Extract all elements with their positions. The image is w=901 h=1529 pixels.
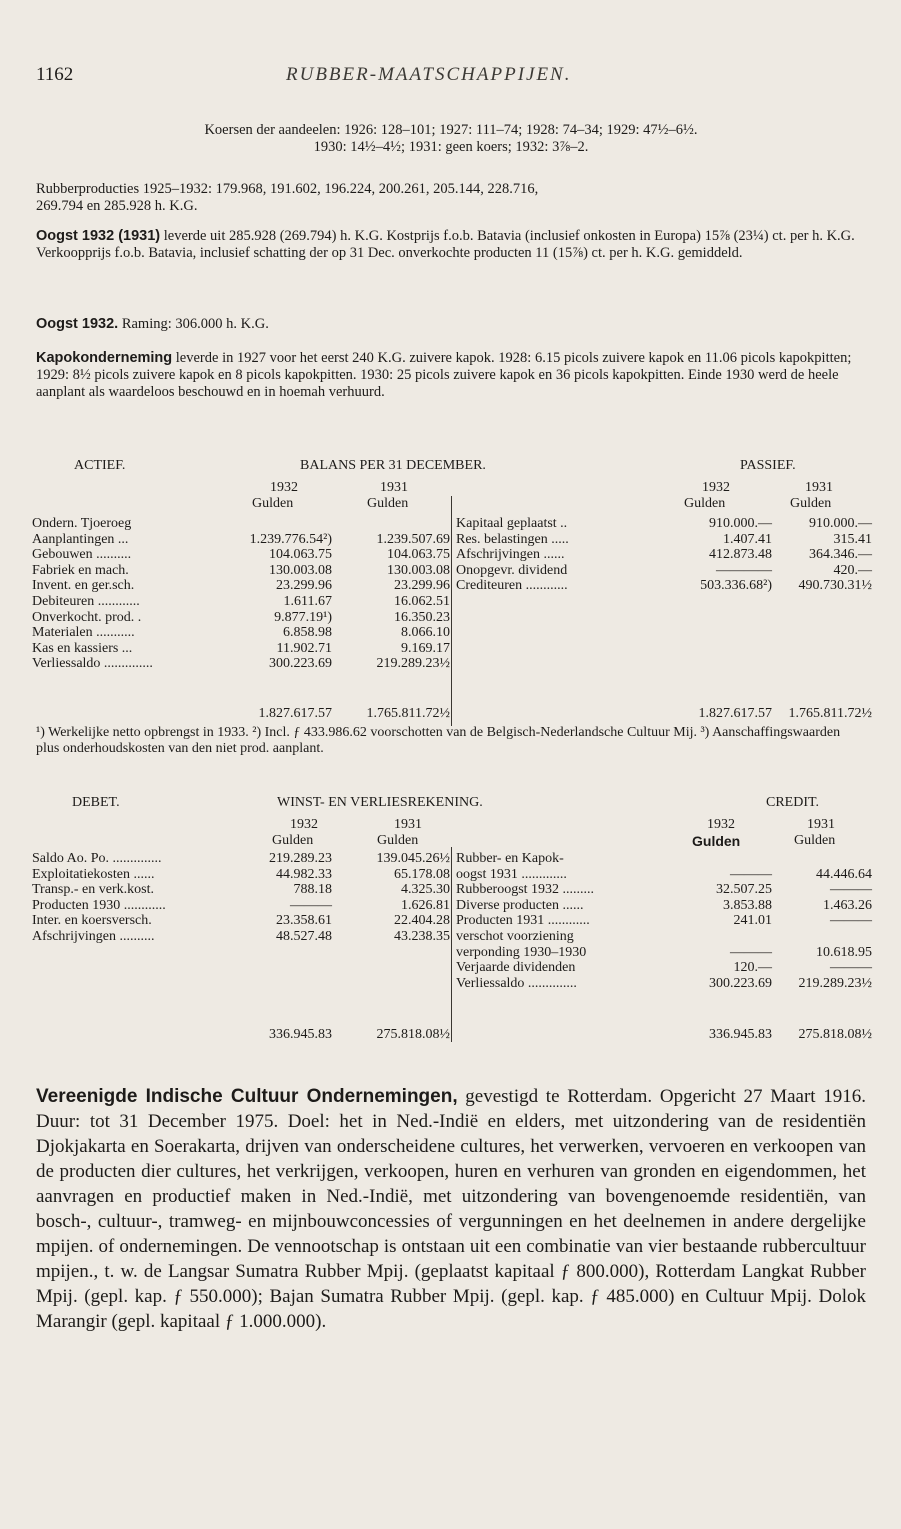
- passief-row-value-1931: 364.346.—: [809, 547, 872, 563]
- balance-total-a2: 1.765.811.72½: [366, 706, 450, 721]
- passief-row-value-1932: 412.873.48: [709, 547, 772, 563]
- balance-year-1931-a: 1931: [380, 480, 408, 495]
- passief-row-value-1931: 315.41: [833, 531, 872, 547]
- pl-total-d2: 275.818.08½: [376, 1027, 450, 1042]
- debet-row-label: Saldo Ao. Po. ..............: [32, 851, 162, 866]
- balance-unit-p1: Gulden: [684, 496, 726, 511]
- actief-row-label: Invent. en ger.sch.: [32, 578, 135, 594]
- passief-row-label: Kapitaal geplaatst ..: [456, 516, 568, 531]
- actief-row-value-1932: 130.003.08: [269, 562, 332, 578]
- credit-row-value-1932: 32.507.25: [716, 882, 772, 898]
- rubber-production: Rubberproducties 1925–1932: 179.968, 191.602, 196.224, 200.261, 205.144, 228.716, 269.794 en 285.928 h. K.G.: [36, 181, 539, 214]
- actief-row-value-1931: 1.239.507.69: [376, 531, 450, 547]
- pl-right-title: CREDIT.: [766, 795, 820, 810]
- passief-row-label: Afschrijvingen ......: [456, 547, 565, 563]
- credit-row-value-1931: ———: [830, 960, 872, 976]
- credit-row-label: Producten 1931 ............: [456, 913, 590, 929]
- balance-unit-a1: Gulden: [252, 496, 294, 511]
- vicu-text: gevestigd te Rotterdam. Opgericht 27 Maart 1916. Duur: tot 31 December 1975. Doel: het in Ned.-Indië en elders, met uitzondering van de residentiën Djokjakarta en Soerakarta, drijven van onderscheidene cultures, het verwerken, vervoeren en verkoopen van de producten dier cultures, het verkrijgen, verkoopen, huren en verhuren van gronden en eigendommen, het aanvragen en productief maken in Ned.-Indië, met uitzondering van bovengenoemde residentiën, van bosch-, cultuur-, tramweg- en mijnbouwconcessies of vergunningen en het deelnemen in andere dergelijke mpijen. of ondernemingen. De vennootschap is ontstaan uit een combinatie van vier bestaande rubbercultuur mpijen., t. w. de Langsar Sumatra Rubber Mpij. (geplaatst kapitaal ƒ 800.000), Rotterdam Langkat Rubber Mpij. (gepl. kap. ƒ 550.000); Bajan Sumatra Rubber Mpij. (gepl. kap. ƒ 485.000) en Cultuur Mpij. Dolok Marangir (gepl. kapitaal ƒ 1.000.000).: [36, 1086, 866, 1332]
- actief-row-label: Ondern. Tjoeroeg: [32, 516, 132, 531]
- pl-year-1931-d: 1931: [394, 817, 422, 832]
- debet-row-value-1931: 4.325.30: [401, 882, 450, 898]
- actief-row-value-1932: 23.299.96: [276, 578, 332, 594]
- debet-row-value-1932: ———: [290, 897, 332, 913]
- debet-row-label: Transp.- en verk.kost.: [32, 882, 154, 898]
- actief-row-value-1932: 1.239.776.54²): [249, 531, 332, 547]
- balance-title: BALANS PER 31 DECEMBER.: [300, 458, 486, 473]
- debet-row-label: Inter. en koersversch.: [32, 913, 152, 929]
- actief-row-label: Kas en kassiers ...: [32, 640, 133, 656]
- credit-row-value-1932: ———: [730, 944, 772, 960]
- credit-row-value-1932: 3.853.88: [723, 897, 772, 913]
- actief-row-value-1932: 104.063.75: [269, 547, 332, 563]
- passief-row-label: Onopgevr. dividend: [456, 562, 568, 578]
- credit-row-label: oogst 1931 .............: [456, 866, 567, 882]
- actief-row-label: Debiteuren ............: [32, 594, 140, 609]
- credit-row-label: verschot voorziening: [456, 929, 574, 944]
- balance-total-p1: 1.827.617.57: [698, 706, 772, 721]
- actief-row-value-1932: 300.223.69: [269, 656, 332, 672]
- actief-row-value-1931: 219.289.23½: [376, 656, 450, 672]
- balance-year-1932-p: 1932: [702, 480, 730, 495]
- credit-row-label: Diverse producten ......: [456, 897, 584, 913]
- pl-year-1932-d: 1932: [290, 817, 318, 832]
- vicu-name: Vereenigde Indische Cultuur Ondernemingen,: [36, 1086, 458, 1107]
- debet-row-label: Afschrijvingen ..........: [32, 929, 155, 944]
- debet-row-value-1931: 1.626.81: [401, 897, 450, 913]
- harvest-1932-label: Oogst 1932.: [36, 316, 119, 332]
- pl-year-1931-c: 1931: [807, 817, 835, 832]
- passief-row-value-1931: 490.730.31½: [798, 578, 872, 594]
- pl-left-title: DEBET.: [72, 795, 120, 810]
- kapok-paragraph: [36, 350, 866, 401]
- passief-row-value-1932: ————: [716, 562, 772, 578]
- balance-year-1932-a: 1932: [270, 480, 298, 495]
- actief-row-value-1931: 104.063.75: [387, 547, 450, 563]
- credit-row-value-1932: 120.—: [733, 960, 772, 976]
- actief-row-value-1931: 8.066.10: [401, 625, 450, 641]
- balance-year-1931-p: 1931: [805, 480, 833, 495]
- actief-row-value-1931: 9.169.17: [401, 640, 450, 656]
- debet-row-value-1931: 65.178.08: [394, 866, 450, 882]
- harvest-1932-paragraph: [36, 316, 866, 333]
- balance-unit-p2: Gulden: [790, 496, 832, 511]
- actief-row-label: Materialen ...........: [32, 625, 135, 641]
- kapok-label: Kapokonderneming: [36, 350, 173, 366]
- pl-title: WINST- EN VERLIESREKENING.: [277, 795, 483, 810]
- debet-row-label: Exploitatiekosten ......: [32, 866, 155, 882]
- credit-row-value-1932: 300.223.69: [709, 975, 772, 991]
- credit-row-label: Verjaarde dividenden: [456, 960, 576, 976]
- actief-row-value-1931: 16.350.23: [394, 609, 450, 625]
- actief-row-value-1932: 1.611.67: [283, 594, 332, 609]
- credit-row-label: Verliessaldo ..............: [456, 975, 577, 991]
- balance-divider: [451, 496, 452, 726]
- actief-row-label: Verliessaldo ..............: [32, 656, 153, 672]
- kapok-text: leverde in 1927 voor het eerst 240 K.G. zuivere kapok. 1928: 6.15 picols zuivere kapok en 11.06 picols kapokpitten; 1929: 8½ picols zuivere kapok en 8 picols kapokpitten. 1930: 25 picols zuivere kapok en 36 picols kapokpitten. Einde 1930 werd de heele aanplant als waardeloos beschouwd en in hoemah verhuurd.: [36, 350, 852, 400]
- balance-unit-a2: Gulden: [367, 496, 409, 511]
- balance-left-title: ACTIEF.: [74, 458, 126, 473]
- pl-unit-c1: Gulden: [692, 833, 741, 849]
- credit-row-value-1931: 219.289.23½: [798, 975, 872, 991]
- passief-row-value-1932: 1.407.41: [723, 531, 772, 547]
- debet-row-value-1932: 788.18: [293, 882, 332, 898]
- vicu-paragraph: [36, 1084, 866, 1334]
- debet-row-value-1932: 44.982.33: [276, 866, 332, 882]
- balance-right-title: PASSIEF.: [740, 458, 796, 473]
- harvest-1932-text: Raming: 306.000 h. K.G.: [121, 316, 269, 332]
- debet-row-value-1931: 43.238.35: [394, 929, 450, 944]
- actief-row-value-1931: 130.003.08: [387, 562, 450, 578]
- actief-row-value-1931: 16.062.51: [394, 594, 450, 609]
- debet-row-value-1931: 139.045.26½: [376, 851, 450, 866]
- actief-row-value-1931: 23.299.96: [394, 578, 450, 594]
- pl-unit-c2: Gulden: [794, 833, 836, 848]
- credit-row-value-1932: ———: [730, 866, 772, 882]
- balance-footnotes: ¹) Werkelijke netto opbrengst in 1933. ²) Incl. ƒ 433.986.62 voorschotten van de Belgisch-Nederlandsche Cultuur Mij. ³) Aanschaffingswaarden plus onderhoudskosten van den niet prod. aanplant.: [36, 725, 841, 756]
- credit-row-value-1931: 10.618.95: [816, 944, 872, 960]
- actief-row-label: Onverkocht. prod. .: [32, 609, 142, 625]
- pl-total-c1: 336.945.83: [709, 1027, 772, 1042]
- credit-row-value-1931: ———: [830, 913, 872, 929]
- pl-divider: [451, 847, 452, 1042]
- harvest-1931-label: Oogst 1932 (1931): [36, 228, 161, 244]
- pl-unit-d2: Gulden: [377, 833, 419, 848]
- actief-row-label: Aanplantingen ...: [32, 531, 129, 547]
- balance-total-p2: 1.765.811.72½: [788, 706, 872, 721]
- pl-total-c2: 275.818.08½: [798, 1027, 872, 1042]
- passief-row-value-1931: 420.—: [833, 562, 872, 578]
- running-title: RUBBER-MAATSCHAPPIJEN.: [286, 64, 572, 85]
- credit-row-label: Rubberoogst 1932 .........: [456, 882, 595, 898]
- debet-row-value-1932: 23.358.61: [276, 913, 332, 929]
- credit-row-value-1931: 1.463.26: [823, 897, 872, 913]
- debet-row-value-1931: 22.404.28: [394, 913, 450, 929]
- credit-row-label: verponding 1930–1930: [456, 944, 587, 960]
- credit-row-value-1931: ———: [830, 882, 872, 898]
- passief-row-value-1931: 910.000.—: [809, 516, 872, 531]
- actief-row-value-1932: 6.858.98: [283, 625, 332, 641]
- actief-row-label: Gebouwen ..........: [32, 547, 132, 563]
- actief-row-label: Fabriek en mach.: [32, 562, 129, 578]
- harvest-1931-paragraph: [36, 228, 866, 262]
- debet-row-label: Producten 1930 ............: [32, 897, 166, 913]
- debet-row-value-1932: 219.289.23: [269, 851, 332, 866]
- profit-loss-account: [32, 795, 872, 1055]
- pl-total-d1: 336.945.83: [269, 1027, 332, 1042]
- passief-row-value-1932: 503.336.68²): [700, 578, 772, 594]
- page-number: 1162: [36, 64, 74, 85]
- actief-row-value-1932: 9.877.19¹): [274, 609, 332, 625]
- share-prices: Koersen der aandeelen: 1926: 128–101; 1927: 111–74; 1928: 74–34; 1929: 47½–6½. 1930: 14½–4½; 1931: geen koers; 1932: 3⅞–2.: [204, 122, 698, 155]
- credit-row-value-1931: 44.446.64: [816, 866, 872, 882]
- pl-year-1932-c: 1932: [707, 817, 735, 832]
- pl-unit-d1: Gulden: [272, 833, 314, 848]
- balance-sheet: [32, 458, 872, 721]
- credit-row-value-1932: 241.01: [733, 913, 772, 929]
- passief-row-label: Crediteuren ............: [456, 578, 568, 594]
- passief-row-value-1932: 910.000.—: [709, 516, 772, 531]
- credit-row-label: Rubber- en Kapok-: [456, 851, 564, 866]
- actief-row-value-1932: 11.902.71: [276, 640, 332, 656]
- harvest-1931-text: leverde uit 285.928 (269.794) h. K.G. Kostprijs f.o.b. Batavia (inclusief onkosten in Europa) 15⅞ (23¼) ct. per h. K.G. Verkoopprijs f.o.b. Batavia, inclusief schatting der op 31 Dec. onverkochte producten 11 (15⅞) ct. per h. K.G. gemiddeld.: [36, 228, 855, 261]
- debet-row-value-1932: 48.527.48: [276, 929, 332, 944]
- passief-row-label: Res. belastingen .....: [456, 531, 569, 547]
- balance-total-a1: 1.827.617.57: [258, 706, 332, 721]
